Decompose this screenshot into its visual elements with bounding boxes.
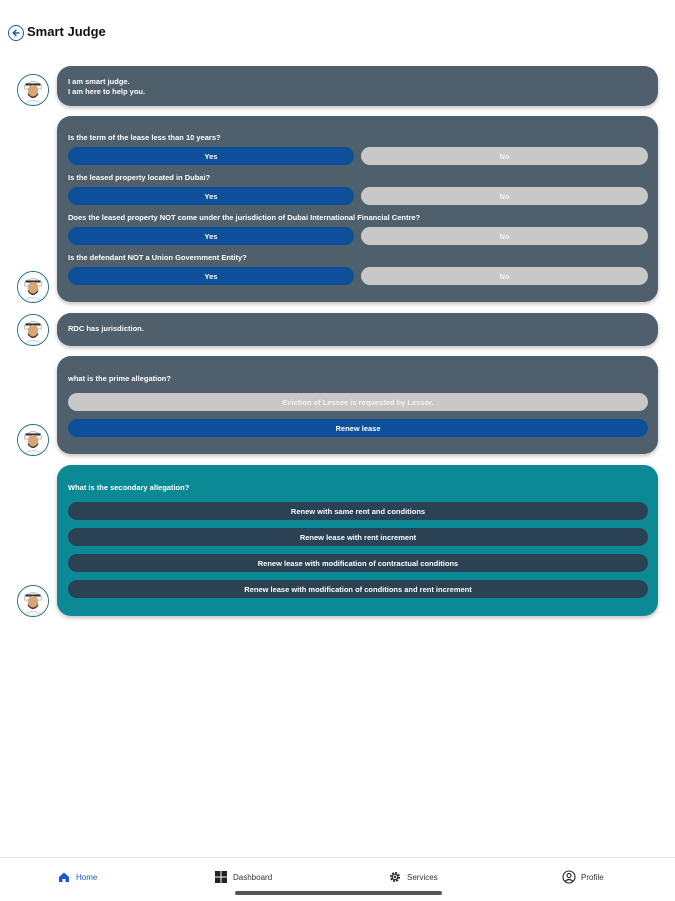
no-button[interactable]: No bbox=[361, 187, 648, 205]
question-text: Is the defendant NOT a Union Government Entity? bbox=[68, 253, 247, 262]
jurisdiction-message bbox=[57, 313, 658, 346]
no-button[interactable]: No bbox=[361, 227, 648, 245]
nav-dashboard[interactable] bbox=[214, 868, 272, 886]
nav-label: Home bbox=[76, 872, 98, 882]
nav-label: Services bbox=[407, 872, 438, 882]
page-title: Smart Judge bbox=[27, 24, 106, 39]
judge-avatar bbox=[17, 74, 49, 106]
home-indicator bbox=[235, 891, 442, 895]
intro-line-1: I am smart judge. bbox=[68, 77, 130, 86]
nav-home[interactable] bbox=[57, 868, 97, 886]
no-button[interactable]: No bbox=[361, 147, 648, 165]
home-icon bbox=[57, 870, 71, 884]
secondary-allegation-message bbox=[57, 465, 658, 616]
judge-avatar bbox=[17, 271, 49, 303]
secondary-option[interactable]: Renew with same rent and conditions bbox=[68, 502, 648, 520]
yes-button[interactable]: Yes bbox=[68, 187, 354, 205]
gear-icon bbox=[388, 870, 402, 884]
yes-button[interactable]: Yes bbox=[68, 267, 354, 285]
intro-message bbox=[57, 66, 658, 106]
nav-label: Dashboard bbox=[233, 872, 273, 882]
user-circle-icon bbox=[562, 870, 576, 884]
judge-avatar bbox=[17, 585, 49, 617]
judge-avatar bbox=[17, 424, 49, 456]
question-text: Is the leased property located in Dubai? bbox=[68, 173, 211, 182]
questions-message bbox=[57, 116, 658, 302]
secondary-question: What is the secondary allegation? bbox=[68, 483, 190, 492]
nav-profile[interactable] bbox=[562, 868, 604, 886]
question-text: Is the term of the lease less than 10 years? bbox=[68, 133, 221, 142]
yes-button[interactable]: Yes bbox=[68, 147, 354, 165]
back-arrow-circle-icon[interactable] bbox=[8, 25, 24, 41]
no-button[interactable]: No bbox=[361, 267, 648, 285]
prime-question: what is the prime allegation? bbox=[68, 374, 171, 383]
grid-icon bbox=[214, 870, 228, 884]
yes-button[interactable]: Yes bbox=[68, 227, 354, 245]
prime-option-eviction[interactable]: Eviction of Lessee is requested by Lessor. bbox=[68, 393, 648, 411]
prime-option-renew[interactable]: Renew lease bbox=[68, 419, 648, 437]
intro-line-2: I am here to help you. bbox=[68, 87, 146, 96]
secondary-option[interactable]: Renew lease with modification of conditions and rent increment bbox=[68, 580, 648, 598]
judge-avatar bbox=[17, 314, 49, 346]
jurisdiction-text: RDC has jurisdiction. bbox=[68, 324, 144, 333]
nav-label: Profile bbox=[581, 872, 604, 882]
question-text: Does the leased property NOT come under the jurisdiction of Dubai International Financial Centre? bbox=[68, 213, 421, 222]
prime-allegation-message bbox=[57, 356, 658, 454]
secondary-option[interactable]: Renew lease with rent increment bbox=[68, 528, 648, 546]
nav-services[interactable] bbox=[388, 868, 438, 886]
secondary-option[interactable]: Renew lease with modification of contractual conditions bbox=[68, 554, 648, 572]
app-header bbox=[0, 0, 675, 62]
